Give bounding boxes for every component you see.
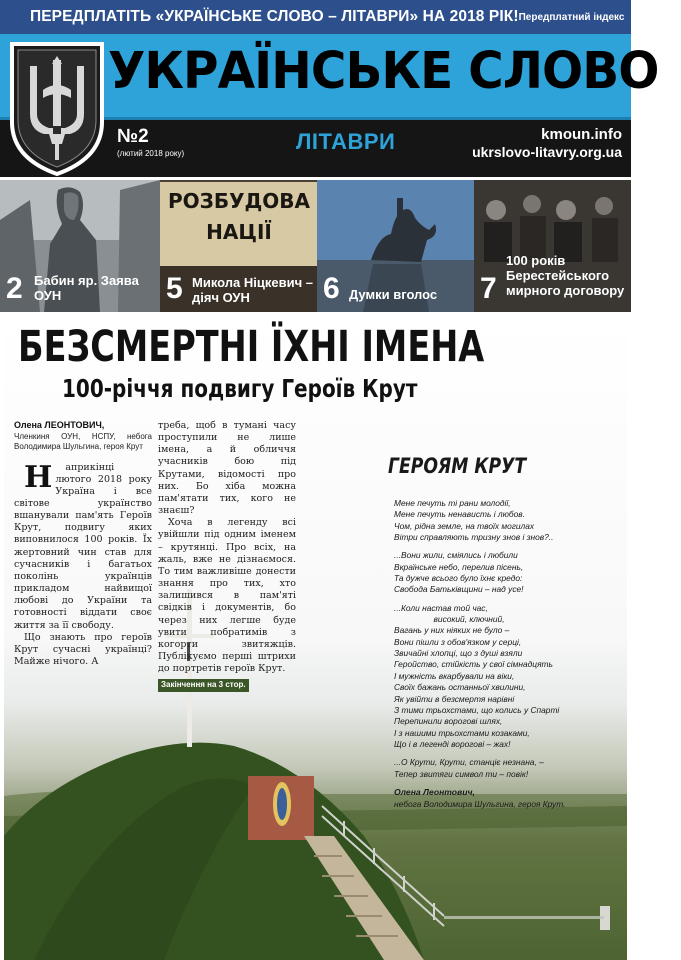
article-column-2 — [158, 420, 296, 692]
poem-line: високий, ключний, — [394, 614, 505, 625]
subscription-index-label: Передплатний індекс — [518, 11, 625, 23]
teaser-label: Думки вголос — [349, 287, 438, 302]
poem-line: Вагань у них ніяких не було – — [394, 625, 510, 636]
article-subheadline: 100-річчя подвигу Героїв Крут — [62, 374, 418, 403]
poem-title: ГЕРОЯМ КРУТ — [388, 454, 527, 478]
teaser-strip — [0, 180, 631, 312]
poem-line: ...Коли настав той час, — [394, 602, 488, 613]
poem-line: Перепинили ворогові шлях, — [394, 716, 503, 727]
issue-number: №2 — [117, 126, 149, 147]
poem-stanza — [394, 757, 604, 780]
article-column-1 — [14, 420, 152, 668]
teaser-brest-treaty[interactable] — [474, 180, 631, 312]
author-name: Олена ЛЕОНТОВИЧ, — [14, 420, 105, 430]
newspaper-title: УКРАЇНСЬКЕ СЛОВО — [108, 42, 659, 101]
teaser-page-number: 7 — [480, 272, 497, 305]
issue-date: (лютий 2018 року) — [117, 149, 185, 158]
poem-line: Своїх бажань останньої хвилини, — [394, 682, 526, 693]
poem-author-note: небога Володимира Шульгина, героя Крут. — [394, 798, 566, 809]
subscription-promo: ПЕРЕДПЛАТІТЬ «УКРАЇНСЬКЕ СЛОВО – ЛІТАВРИ» НА 2018 РІК! — [30, 8, 519, 25]
poem-line: Вітри справляють тризну знов і знов?.. — [394, 532, 554, 543]
article-paragraph: треба, щоб в тумані часу проступили не лише імена, а й обличчя учасників бою під Крутами, відомості про них. Бо хіба можна пам'ятати тих, кого не знаєш? — [158, 420, 296, 517]
poem-stanza — [394, 603, 604, 750]
poem-line: Геройство, стійкість у свої сімнадцять — [394, 659, 553, 670]
article-headline: БЕЗСМЕРТНІ ЇХНІ ІМЕНА — [18, 322, 485, 372]
poem-line: Звичайні хлопці, що з душі взяли — [394, 648, 523, 659]
article-paragraph: Що знають про героїв Крут сучасні українці? Майже нічого. А — [14, 631, 152, 668]
poem-line: Тепер звитяги символ ти – повік! — [394, 768, 529, 779]
poem-line: Та дужче всього було їхнє кредо: — [394, 573, 523, 584]
masthead — [0, 34, 659, 177]
teaser-page-number: 6 — [323, 272, 340, 305]
website-link-ukrslovo[interactable]: ukrslovo-litavry.org.ua — [472, 144, 622, 160]
teaser-nitskevych[interactable] — [160, 180, 317, 312]
continued-on-page-link[interactable]: Закінчення на 3 стор. — [158, 679, 249, 691]
teaser-page-number: 5 — [166, 272, 183, 305]
poem-line: І мужність вкарбували на віки, — [394, 670, 515, 681]
teaser-label: 100 років Берестейського мирного договору — [506, 253, 625, 298]
poem-line: Як увійти в безсмертя нарівні — [394, 693, 515, 704]
poem-line: Мене печуть ненависть і любов. — [394, 509, 525, 520]
teaser-page-number: 2 — [6, 272, 23, 305]
poem-line: ...О Крути, Крути, станціє незнана, – — [394, 757, 544, 768]
poem — [394, 498, 604, 810]
poem-line: Що і в легенді ворогові – жах! — [394, 738, 511, 749]
poem-line: З тими трьохстами, що колись у Спарті — [394, 704, 560, 715]
author-role: Членкиня ОУН, НСПУ, небога Володимира Шульгина, героя Крут — [14, 431, 152, 451]
poem-stanza — [394, 498, 604, 543]
poem-line: Вкраїнське небо, перелив пісень, — [394, 561, 524, 572]
poem-line: ...Вони жили, сміялись і любили — [394, 550, 518, 561]
poem-stanza — [394, 550, 604, 595]
poem-line: І з нашими трьохстами козаками, — [394, 727, 530, 738]
article-paragraph: Наприкінці лютого 2018 року Україна і все світове українство вшанували пам'ять Героїв Крут, подвигу яких виповнилося 100 років. Їх жертовний чин став для сучасників і багатьох поколінь українців прикладом найвищої любові до України та готовності віддати своє життя за її свободу. — [14, 459, 152, 631]
website-link-kmoun[interactable]: kmoun.info — [541, 126, 622, 143]
supplement-title: ЛІТАВРИ — [296, 129, 396, 154]
poem-line: Мене печуть ті рани молодії, — [394, 498, 511, 508]
teaser-dumky-vholos[interactable] — [317, 180, 474, 312]
poem-line: Чом, рідна земле, на твоїх могилах — [394, 520, 535, 531]
teaser-label: Бабин яр. Заява ОУН — [34, 273, 139, 303]
subscription-index-number: 60277 — [630, 6, 681, 27]
subscription-bar — [0, 0, 681, 34]
poem-line: Свобода Батьківщини – над усе! — [394, 584, 524, 595]
poem-line: Вони пішли з обов'язком у серці, — [394, 636, 522, 647]
article-paragraph: Хоча в легенду всі увійшли під одним іменем – крутянці. Про всіх, на жаль, вже не дізнаємося. То тим важливіше донести знання про тих, хто залишився в пам'яті свідків і документів, бо через них легше буде увити побратимів з когорти звитяжців. Публікуємо перші штрихи до портретів героїв Крут. — [158, 517, 296, 675]
teaser-image-headline: РОЗБУДОВА НАЦІЇ — [167, 189, 311, 244]
trident-emblem-icon — [4, 40, 110, 176]
teaser-babyn-yar[interactable] — [0, 180, 160, 312]
main-article — [4, 316, 627, 960]
teaser-label: Микола Ніцкевич – діяч ОУН — [192, 275, 313, 305]
poem-author: Олена Леонтович, — [394, 786, 475, 797]
